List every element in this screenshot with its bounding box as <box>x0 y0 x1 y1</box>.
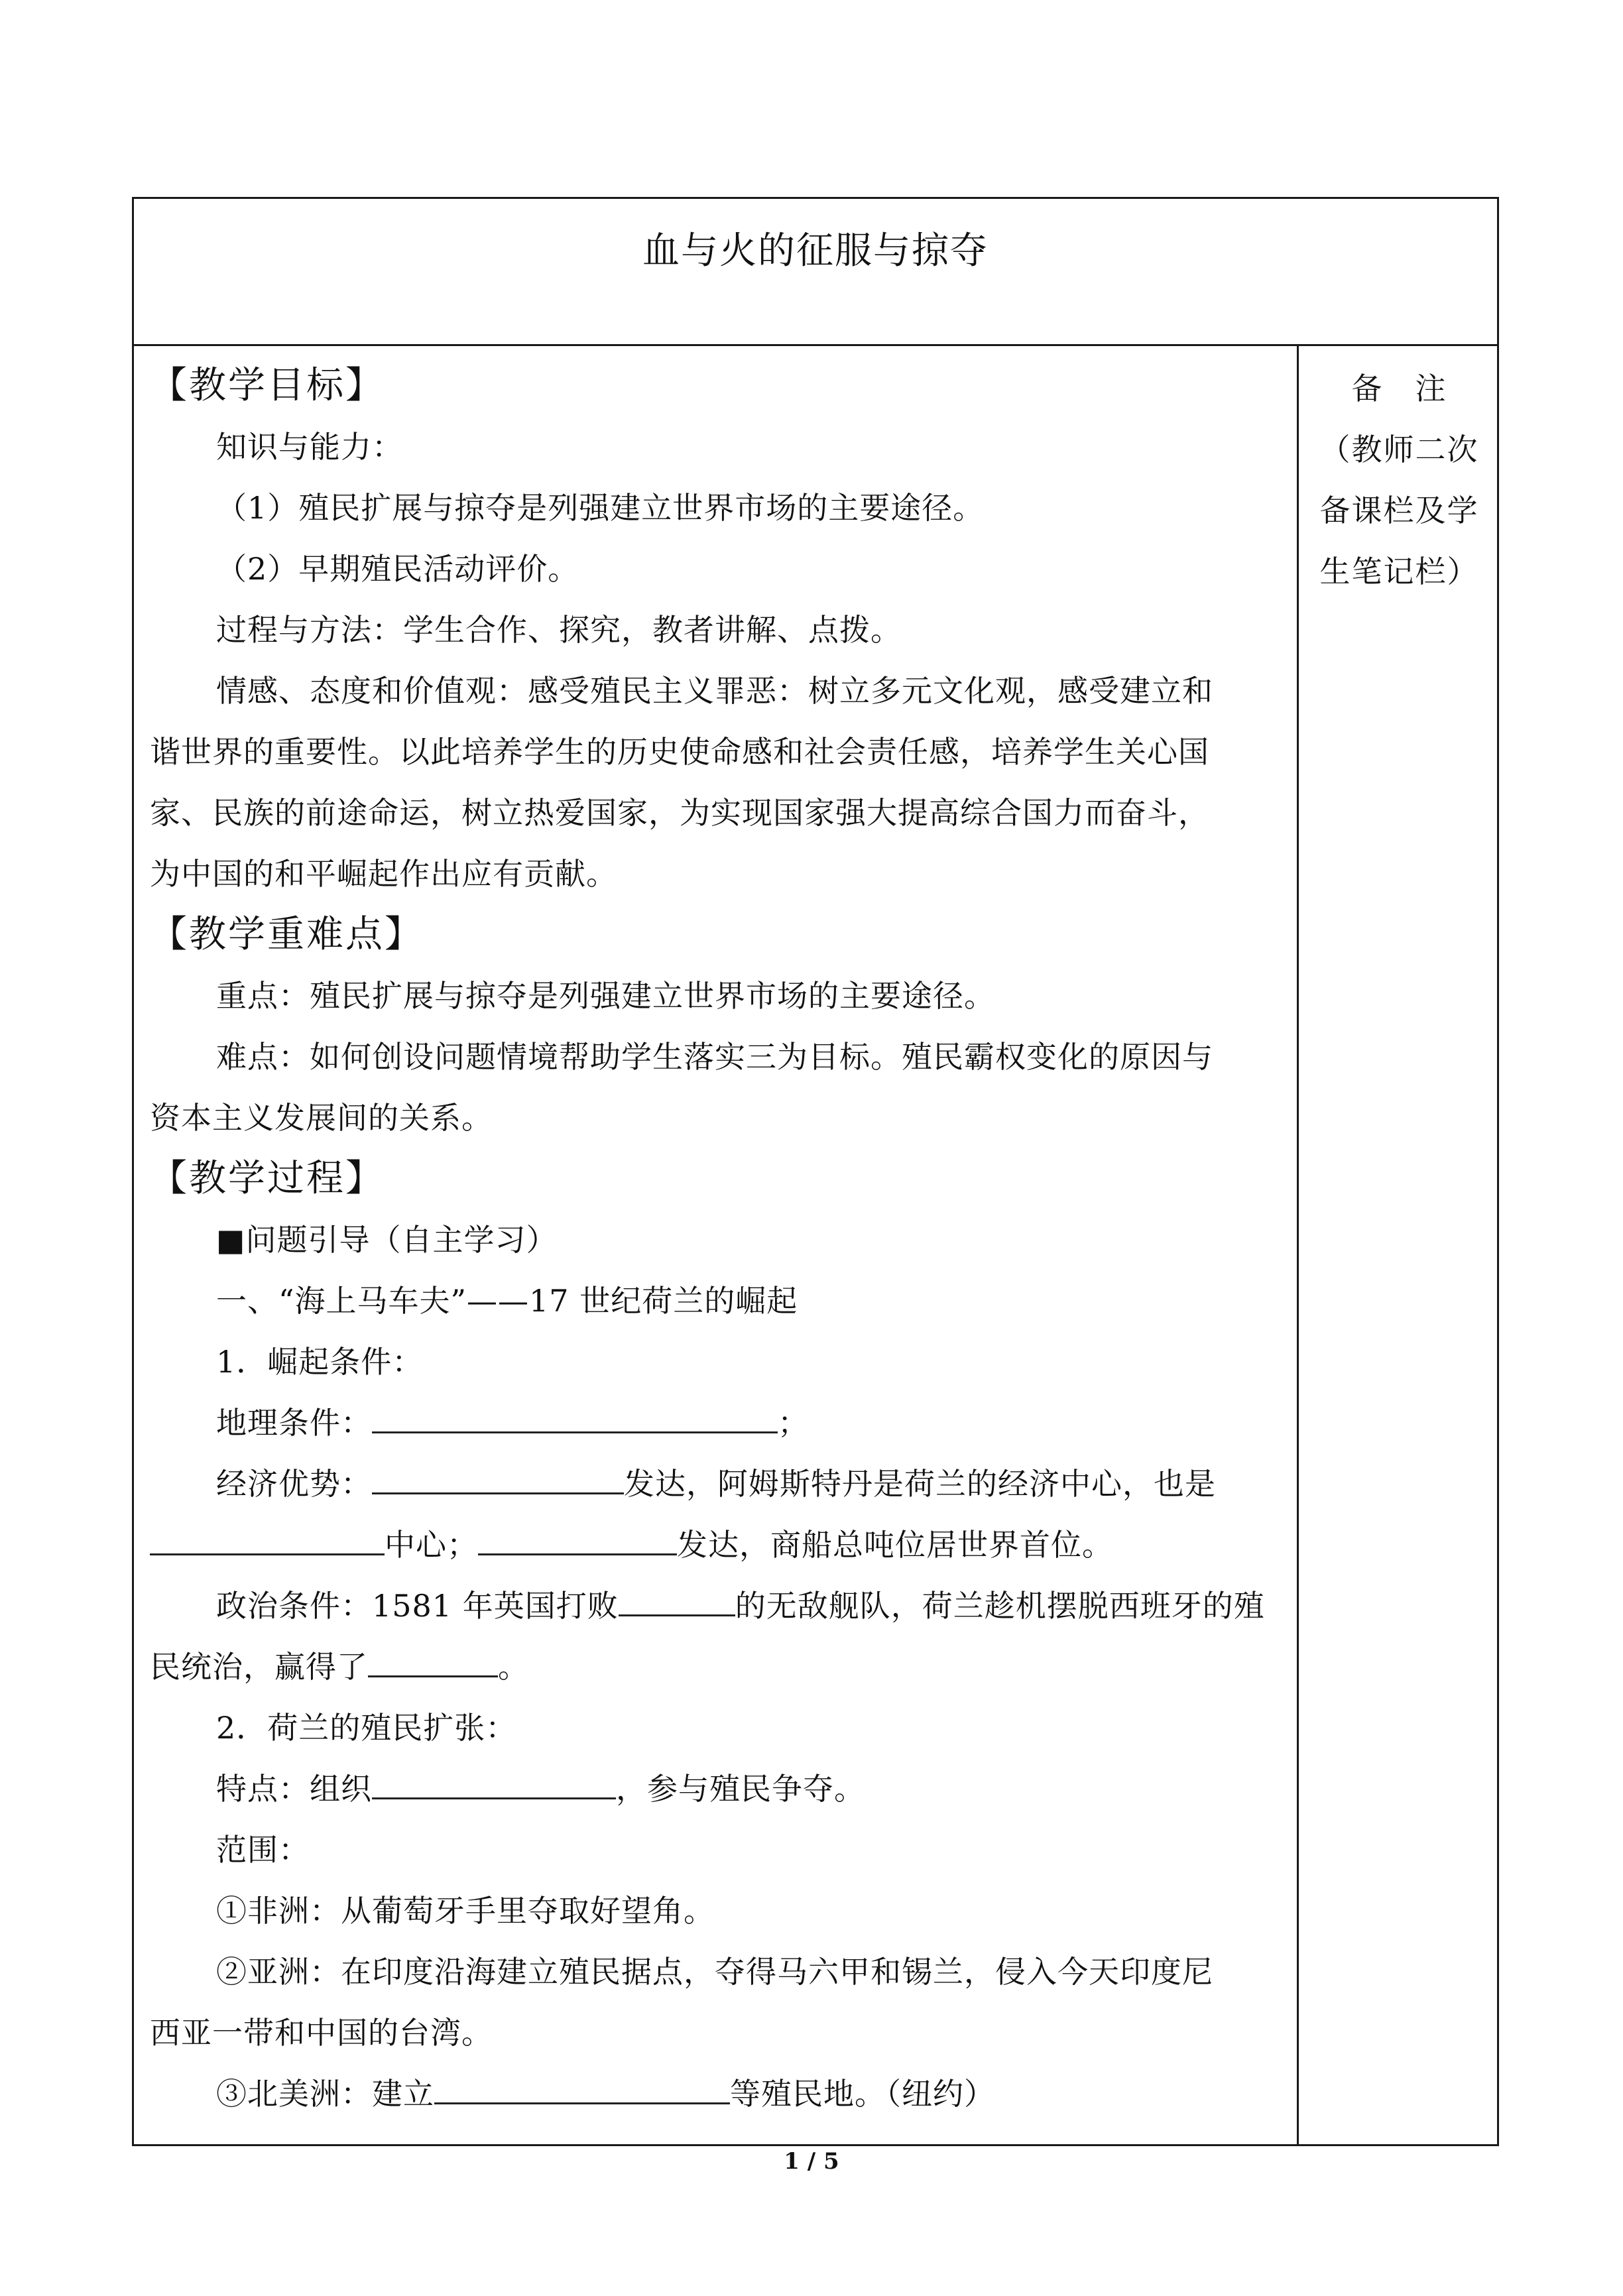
main-content-cell <box>134 346 1299 2144</box>
paragraph: ■问题引导（自主学习） <box>216 1222 558 1258</box>
paragraph: 1．崛起条件： <box>216 1344 424 1380</box>
lesson-table <box>132 197 1499 2146</box>
paragraph: 为中国的和平崛起作出应有贡献。 <box>150 856 617 892</box>
paragraph: 过程与方法：学生合作、探究，教者讲解、点拨。 <box>216 612 902 648</box>
paragraph: ①非洲：从葡萄牙手里夺取好望角。 <box>216 1893 715 1929</box>
answer-blank[interactable] <box>150 1527 385 1555</box>
paragraph: 2．荷兰的殖民扩张： <box>216 1710 517 1746</box>
notes-cell <box>1299 346 1497 2144</box>
document-title: 血与火的征服与掠夺 <box>642 229 989 272</box>
paragraph: 一、“海上马车夫”——17 世纪荷兰的崛起 <box>216 1283 798 1319</box>
text-segment: 等殖民地。（纽约） <box>730 2076 995 2112</box>
notes-column-text <box>1312 358 1486 602</box>
paragraph: ②亚洲：在印度沿海建立殖民据点，夺得马六甲和锡兰，侵入今天印度尼 <box>216 1954 1213 1990</box>
content-body <box>150 355 1284 2124</box>
section-heading-keypoints: 【教学重难点】 <box>150 913 424 956</box>
fill-in-line-economy-cont <box>150 1514 1284 1575</box>
fill-in-line-north-america <box>150 2063 1284 2124</box>
fill-in-line-geography <box>150 1392 1284 1453</box>
fill-in-line-features <box>150 1758 1284 1819</box>
paragraph: 知识与能力： <box>216 429 403 465</box>
text-segment: 经济优势： <box>216 1466 372 1502</box>
paragraph: （1）殖民扩展与掠夺是列强建立世界市场的主要途径。 <box>216 490 985 526</box>
section-heading-process: 【教学过程】 <box>150 1157 385 1200</box>
text-segment: 发达，阿姆斯特丹是荷兰的经济中心，也是 <box>624 1466 1216 1502</box>
paragraph: 范围： <box>216 1832 310 1868</box>
paragraph: 难点：如何创设问题情境帮助学生落实三为目标。殖民霸权变化的原因与 <box>216 1039 1213 1075</box>
title-row <box>134 199 1497 346</box>
text-segment: 地理条件： <box>216 1405 372 1441</box>
answer-blank[interactable] <box>619 1588 735 1616</box>
page-number: 1 / 5 <box>784 2148 839 2175</box>
answer-blank[interactable] <box>372 1405 778 1433</box>
fill-in-line-economy <box>150 1453 1284 1514</box>
text-segment: 政治条件：1581 年英国打败 <box>216 1588 619 1624</box>
text-segment: ，参与殖民争夺。 <box>616 1771 865 1807</box>
notes-line: 备 注 <box>1351 371 1447 406</box>
section-heading-objectives: 【教学目标】 <box>150 364 385 407</box>
notes-line: 备课栏及学 <box>1319 493 1479 528</box>
paragraph: （2）早期殖民活动评价。 <box>216 551 579 587</box>
fill-in-line-politics <box>150 1575 1284 1636</box>
text-segment: 的无敌舰队，荷兰趁机摆脱西班牙的殖 <box>735 1588 1265 1624</box>
text-segment: ③北美洲：建立 <box>216 2076 434 2112</box>
paragraph: 谐世界的重要性。以此培养学生的历史使命感和社会责任感，培养学生关心国 <box>150 734 1209 770</box>
answer-blank[interactable] <box>368 1649 498 1677</box>
text-segment: 。 <box>498 1649 529 1685</box>
notes-line: （教师二次 <box>1319 432 1479 467</box>
text-segment: 中心； <box>385 1527 478 1563</box>
text-segment: 特点：组织 <box>216 1771 372 1807</box>
notes-line: 生笔记栏） <box>1319 554 1479 589</box>
answer-blank[interactable] <box>434 2076 730 2104</box>
answer-blank[interactable] <box>372 1771 616 1799</box>
paragraph: 西亚一带和中国的台湾。 <box>150 2015 493 2051</box>
paragraph: 重点：殖民扩展与掠夺是列强建立世界市场的主要途径。 <box>216 978 995 1014</box>
answer-blank[interactable] <box>478 1527 677 1555</box>
paragraph: 家、民族的前途命运，树立热爱国家，为实现国家强大提高综合国力而奋斗， <box>150 795 1209 831</box>
text-segment: ； <box>778 1405 809 1441</box>
fill-in-line-politics-cont <box>150 1636 1284 1697</box>
paragraph: 资本主义发展间的关系。 <box>150 1100 493 1136</box>
answer-blank[interactable] <box>372 1466 624 1494</box>
paragraph: 情感、态度和价值观：感受殖民主义罪恶：树立多元文化观，感受建立和 <box>216 673 1213 709</box>
text-segment: 民统治，赢得了 <box>150 1649 368 1685</box>
text-segment: 发达，商船总吨位居世界首位。 <box>677 1527 1113 1563</box>
